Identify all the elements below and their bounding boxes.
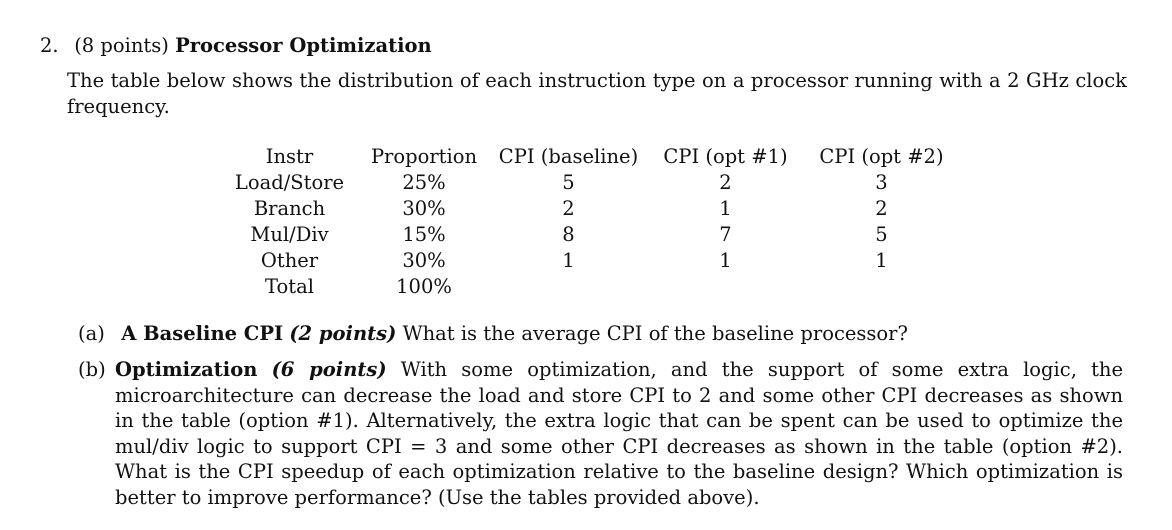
cell-cpi-opt2: 1	[875, 249, 888, 272]
part-a-label: (a)	[78, 322, 105, 345]
cell-cpi-opt2: 2	[875, 197, 888, 220]
cell-cpi-opt1: 7	[719, 223, 732, 246]
cell-cpi-baseline: 8	[562, 223, 575, 246]
question-number: 2.	[40, 34, 59, 57]
question-heading	[40, 34, 432, 57]
cell-cpi-opt2	[811, 274, 952, 300]
col-header-proportion: Proportion	[370, 145, 478, 168]
part-b-points: (6 points)	[271, 358, 387, 381]
cell-cpi-baseline: 1	[562, 249, 575, 272]
cell-cpi-opt1: 1	[719, 197, 732, 220]
part-b	[115, 357, 1123, 510]
col-header-cpi-opt1: CPI (opt #1)	[663, 145, 788, 168]
cell-instr: Total	[265, 275, 314, 298]
cell-cpi-baseline: 5	[562, 171, 575, 194]
table-row	[228, 170, 952, 196]
cell-instr: Mul/Div	[250, 223, 329, 246]
table-header-row	[228, 144, 952, 170]
cell-cpi-opt1: 2	[719, 171, 732, 194]
cell-cpi-opt1: 1	[719, 249, 732, 272]
table-row-total	[228, 274, 952, 300]
cell-instr: Other	[260, 249, 319, 272]
cell-proportion: 25%	[402, 171, 446, 194]
cell-cpi-baseline: 2	[562, 197, 575, 220]
part-b-text: With some optimization, and the support of some extra logic, the microarchitecture can decrease the load and store CPI to 2 and some other CPI decreases as shown in the table (option #1). Alternatively, the extra logic that can be spent can be used to optimize the mul/div logic to support CPI = 3 and some other CPI decreases as shown in the table (option #2). What is the CPI speedup of each optimization relative to the baseline design? Which optimization is better to improve performance? (Use the tables provided above).	[115, 358, 1124, 509]
cell-proportion: 30%	[402, 249, 446, 272]
question-title: Processor Optimization	[175, 34, 432, 57]
col-header-instr: Instr	[265, 145, 314, 168]
question-intro: The table below shows the distribution of each instruction type on a processor running with a 2 GHz clock frequency.	[67, 69, 1127, 118]
table-row	[228, 196, 952, 222]
cell-proportion: 15%	[402, 223, 446, 246]
cell-cpi-opt1	[640, 274, 811, 300]
cell-cpi-opt2: 3	[875, 171, 888, 194]
col-header-cpi-opt2: CPI (opt #2)	[819, 145, 944, 168]
table-row	[228, 222, 952, 248]
cell-proportion: 30%	[402, 197, 446, 220]
instruction-distribution-table	[228, 144, 952, 300]
cell-instr: Load/Store	[234, 171, 345, 194]
cell-instr: Branch	[253, 197, 326, 220]
col-header-cpi-baseline: CPI (baseline)	[498, 145, 639, 168]
part-a-text: What is the average CPI of the baseline processor?	[402, 322, 908, 345]
part-a-points: (2 points)	[289, 322, 397, 345]
cell-proportion: 100%	[396, 275, 452, 298]
part-b-label: (b)	[78, 358, 106, 381]
part-a-title: A Baseline CPI	[121, 322, 284, 345]
part-a	[78, 322, 908, 345]
part-b-title: Optimization	[115, 358, 258, 381]
cell-cpi-opt2: 5	[875, 223, 888, 246]
table-row	[228, 248, 952, 274]
cell-cpi-baseline	[497, 274, 640, 300]
question-points: (8 points)	[74, 34, 169, 57]
